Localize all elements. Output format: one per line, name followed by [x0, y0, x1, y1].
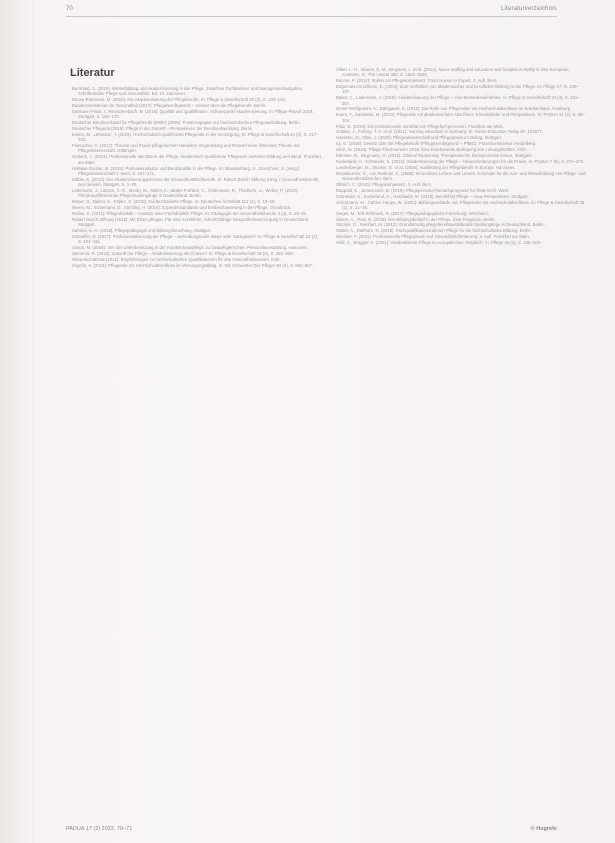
reference-entry: Landenberger, M., Stöcker, G. et al. (2005): Ausbildung der Pflegeberufe in Europa. Hannover.	[336, 164, 516, 170]
reference-entry: Wild, C., Brügger, A. (2021): Akademisierte Pflege im europäischen Vergleich. In: Pflege 34 (3), S. 155–163.	[336, 240, 542, 246]
reference-entry: Flaiz, B. (2018): Die professionelle Identität von Pflegefachpersonen. Frankfurt am Main.	[336, 123, 505, 129]
reference-entry: Büker, C., Lademann, J. (2019): Akademisierung der Pflege – eine Bestandsaufnahme. In: Pflege & Gesellschaft 24 (4), S. 341–357.	[336, 95, 580, 106]
reference-entry: Schneider, K., Kuckeland, H., Hatziliadis, M. (2019): Berufsfeld Pflege – neue Perspektiven. Stuttgart.	[336, 193, 529, 199]
page-header	[66, 6, 557, 17]
reference-entry: Stöcker, G., Reinhart, M. (2012): Grundständig pflegeberufsausbildende Studiengänge in Deutschland. Berlin.	[336, 222, 545, 228]
references-right-column	[336, 67, 586, 807]
reference-entry: Stemmer, R. (2013): Zukunft der Pflege – Akademisierung als Chance? In: Pflege & Gesellschaft 18 (4), S. 292–309.	[72, 250, 294, 256]
reference-entry: Olbrich, C. (2010): Pflegekompetenz. 2. Aufl. Bern.	[336, 181, 433, 187]
reference-entry: Schaeffer, D. (2017): Professionalisierung der Pflege – verheißungsvolle Wege oder Sackgasse? In: Pflege & Gesellschaft 22 (2), S. 101–116.	[72, 233, 319, 245]
running-title: Literaturverzeichnis	[500, 6, 557, 12]
reference-entry: Ewers, M., Lehmann, Y. (2019): Hochschulisch qualifizierte Pflegende in der Versorgung. In: Pflege & Gesellschaft 24 (3), S. 217–234.	[72, 131, 319, 143]
reference-entry: Reiber, K. (2011): Pflegedidaktik – Ansätze einer Fachdidaktik Pflege. In: Pädagogik der Gesundheitsberufe 3 (2), S. 25–31.	[72, 210, 308, 216]
reference-entry: Moers, M., Schiemann, D., Stehling, H. (2014): Expertenstandards und Evidenzbasierung in der Pflege. Osnabrück.	[72, 204, 292, 210]
reference-entry: Rappold, E., Juraszovich, B. (2019): Pflegepersonal-Bedarfsprognose für Österreich. Wien.	[336, 187, 510, 193]
reference-entry: Weidner, F. (2011): Professionelle Pflegepraxis und Gesundheitsförderung. 3. Aufl. Frankfurt am Main.	[336, 234, 530, 240]
reference-entry: Schürmann, M., Gahlen-Hoops, W. (2020): Bildungsverläufe von Pflegenden mit Hochschulabschluss. In: Pflege & Gesellschaft 25 (1), S. 21–36.	[336, 199, 585, 210]
reference-entry: Zegelin, A. (2014): Pflegende mit Hochschulabschluss im Versorgungsalltag. In: Die Schwester Der Pfleger 53 (6), S. 552–557.	[72, 262, 314, 268]
reference-entry: Nussbaumer, G., von Reibnitz, C. (2008): Innovatives Lehren und Lernen. Konzepte für die Aus- und Weiterbildung von Pflege- und Gesundheitsberufen. Bern.	[336, 170, 586, 181]
reference-entry: Darmann-Finck, I., Reuschenbach, B. (2018): Qualität und Qualifikation: Schwerpunkt Akademisierung. In: Pflege-Report 2018. Stuttgart, S. 163–170.	[72, 108, 314, 120]
reference-entry: Sahmel, K.-H. (2018): Pflegepädagogik und Bildungsforschung. Stuttgart.	[72, 227, 212, 233]
reference-entry: Bernhard, S. (2019): Weiterbildung und Akademisierung in der Pflege. Zwischen Fachkarriere und Managementaufgaben. Schriftenreihe Pflege und Gesundheit. Bd. 12. Hannover.	[72, 86, 304, 97]
reference-entry: Wissenschaftsrat (2012): Empfehlungen zu hochschulischen Qualifikationen für das Gesundheitswesen. Köln.	[72, 256, 281, 262]
reference-entry: Sieger, M., Ertl-Schmuck, R. (2017): Pflegepädagogische Forschung. Weinheim.	[336, 210, 490, 216]
reference-entry: Simon, M. (2018): Von der Unterbesetzung in der Krankenhauspflege zur bedarfsgerechten Personalausstattung. Hannover.	[72, 245, 308, 250]
reference-entry: Aiken, L. H., Sloane, D. M., Bruyneel, L. et al. (2014): Nurse staffing and education and hospital mortality in nine European countries. In: The Lancet 383, S. 1824–1830.	[336, 67, 569, 78]
reference-entry: Isfort, M. (2018): Pflege-Thermometer 2018. Eine bundesweite Befragung von Leitungskräften. Köln.	[336, 147, 528, 153]
reference-entry: Deutscher Berufsverband für Pflegeberufe (DBfK) (2016): Positionspapier zur hochschulischen Pflegeausbildung. Berlin.	[72, 120, 301, 126]
reference-entry: Bundesministerium für Gesundheit (2017): Pflegeberufegesetz – Gesetz über die Pflegeberufe. Berlin.	[72, 103, 267, 109]
reference-entry: Benner, P. (2012): Stufen zur Pflegekompetenz. From Novice to Expert. 2. Aufl. Bern.	[336, 78, 498, 84]
reference-entry: Gräske, J., Forbrig, T. A. et al. (2021): Nursing education in Germany. In: Nurse Education Today 97, 104677.	[336, 129, 544, 135]
references-left-column	[72, 86, 322, 806]
reference-entry: Kälble, K. (2013): Der Akademisierungsprozess der Gesundheitsfachberufe. In: Robert Bosch Stiftung (Hrsg.): Gesundheitsberufe neu denken. Stuttgart, S. 1–20.	[72, 176, 319, 187]
section-title: Literatur	[70, 67, 115, 79]
reference-entry: Deutscher Pflegerat (2019): Pflege in der Zukunft – Perspektiven der Berufsentwicklung. Berlin.	[72, 126, 254, 132]
reference-entry: Bögemann-Großheim, E. (2004): Zum Verhältnis von akademischer und beruflicher Bildung in der Pflege. In: Pflege 17, S. 100–107.	[336, 84, 579, 95]
reference-entry: Dreier-Wolfgramm, A., Dahlgaard, K. (2016): Die Rolle von Pflegenden mit Hochschulabschluss im Krankenhaus. Hamburg.	[336, 106, 572, 112]
reference-entry: Hasseler, M., Mink, J. (2020): Pflegewissenschaft und Pflegepraxis im Dialog. Stuttgart.	[336, 135, 502, 141]
reference-entry: Klemme, B., Siegmann, G. (2015): Clinical Reasoning. Therapeutische Denkprozesse lernen. Stuttgart.	[336, 152, 533, 158]
reference-entry: Evers, T., Sadowski, M. (2019): Pflegende mit akademischem Abschluss: Einsatzfelder und Perspektiven. In: PADUA 14 (2), S. 99–104.	[336, 112, 585, 123]
reference-entry: Gerlach, A. (2013): Professionelle Identität in der Pflege. Akademisch qualifizierte Pflegende zwischen Bildung und Beruf. Frankfurt am Main.	[72, 154, 321, 165]
footer-publisher: © Hogrefe	[530, 826, 557, 832]
reference-entry: Bonse-Rohmann, M. (2015): Die Akademisierung der Pflegeberufe. In: Pflege & Gesellschaft 20 (2), S. 134–149.	[72, 97, 287, 103]
page-number: 70	[66, 6, 73, 12]
reference-entry: Meyer, G., Balzer, K., Köpke, S. (2015): Evidenzbasierte Pflege. In: Deutsches Ärzteblatt 112 (1), S. 13–18.	[72, 199, 276, 205]
reference-entry: Kuckeland, H., Schneider, K. (2012): Akademisierung der Pflege – Herausforderungen für die Praxis. In: PADUA 7 (5), S. 274–279.	[336, 158, 585, 164]
reference-entry: Friesacher, H. (2017): Theorie und Praxis pflegerischen Handelns. Begründung und Entwurf einer kritischen Theorie der Pflegewissenschaft. Göttingen.	[72, 143, 300, 154]
reference-entry: Walter, A., Dütthorn, N. (2019): Fachqualifikationsrahmen Pflege für die hochschulische Bildung. Berlin.	[336, 228, 532, 234]
reference-entry: Robert Bosch Stiftung (2018): Mit Eliten pflegen. Für eine exzellente, zukunftsfähige Gesundheitsversorgung in Deutschland. Stuttgart.	[72, 216, 310, 228]
reference-entry: Simon, A., Flaiz, B. (2015): Der Bildungsbedarf in der Pflege. Eine Prognose. Berlin.	[336, 216, 496, 222]
page-footer	[66, 826, 557, 835]
reference-entry: Igl, G. (2018): Gesetz über die Pflegeberufe (Pflegeberufegesetz – PflBG). Praxiskommentar. Heidelberg.	[336, 141, 537, 147]
reference-entry: Lademann, J., Latteck, Ä.-D., Mertin, M., Müller, K., Müller-Fröhlich, C., Ostermann, R., Thielhorn, U., Weber, P. (2016): Primärqualifizierende Pflegestudiengänge in Deutschland. Berlin.	[72, 187, 299, 199]
reference-entry: Hülsken-Giesler, M. (2015): Professionskultur und Berufspolitik in der Pflege. In: Brandenburg, H., Dorschner, S. (Hrsg.): Pflegewissenschaft 1. Bern, S. 157–171.	[72, 165, 301, 176]
footer-citation: PADUA 17 (2) 2022, 70–71	[66, 826, 133, 832]
